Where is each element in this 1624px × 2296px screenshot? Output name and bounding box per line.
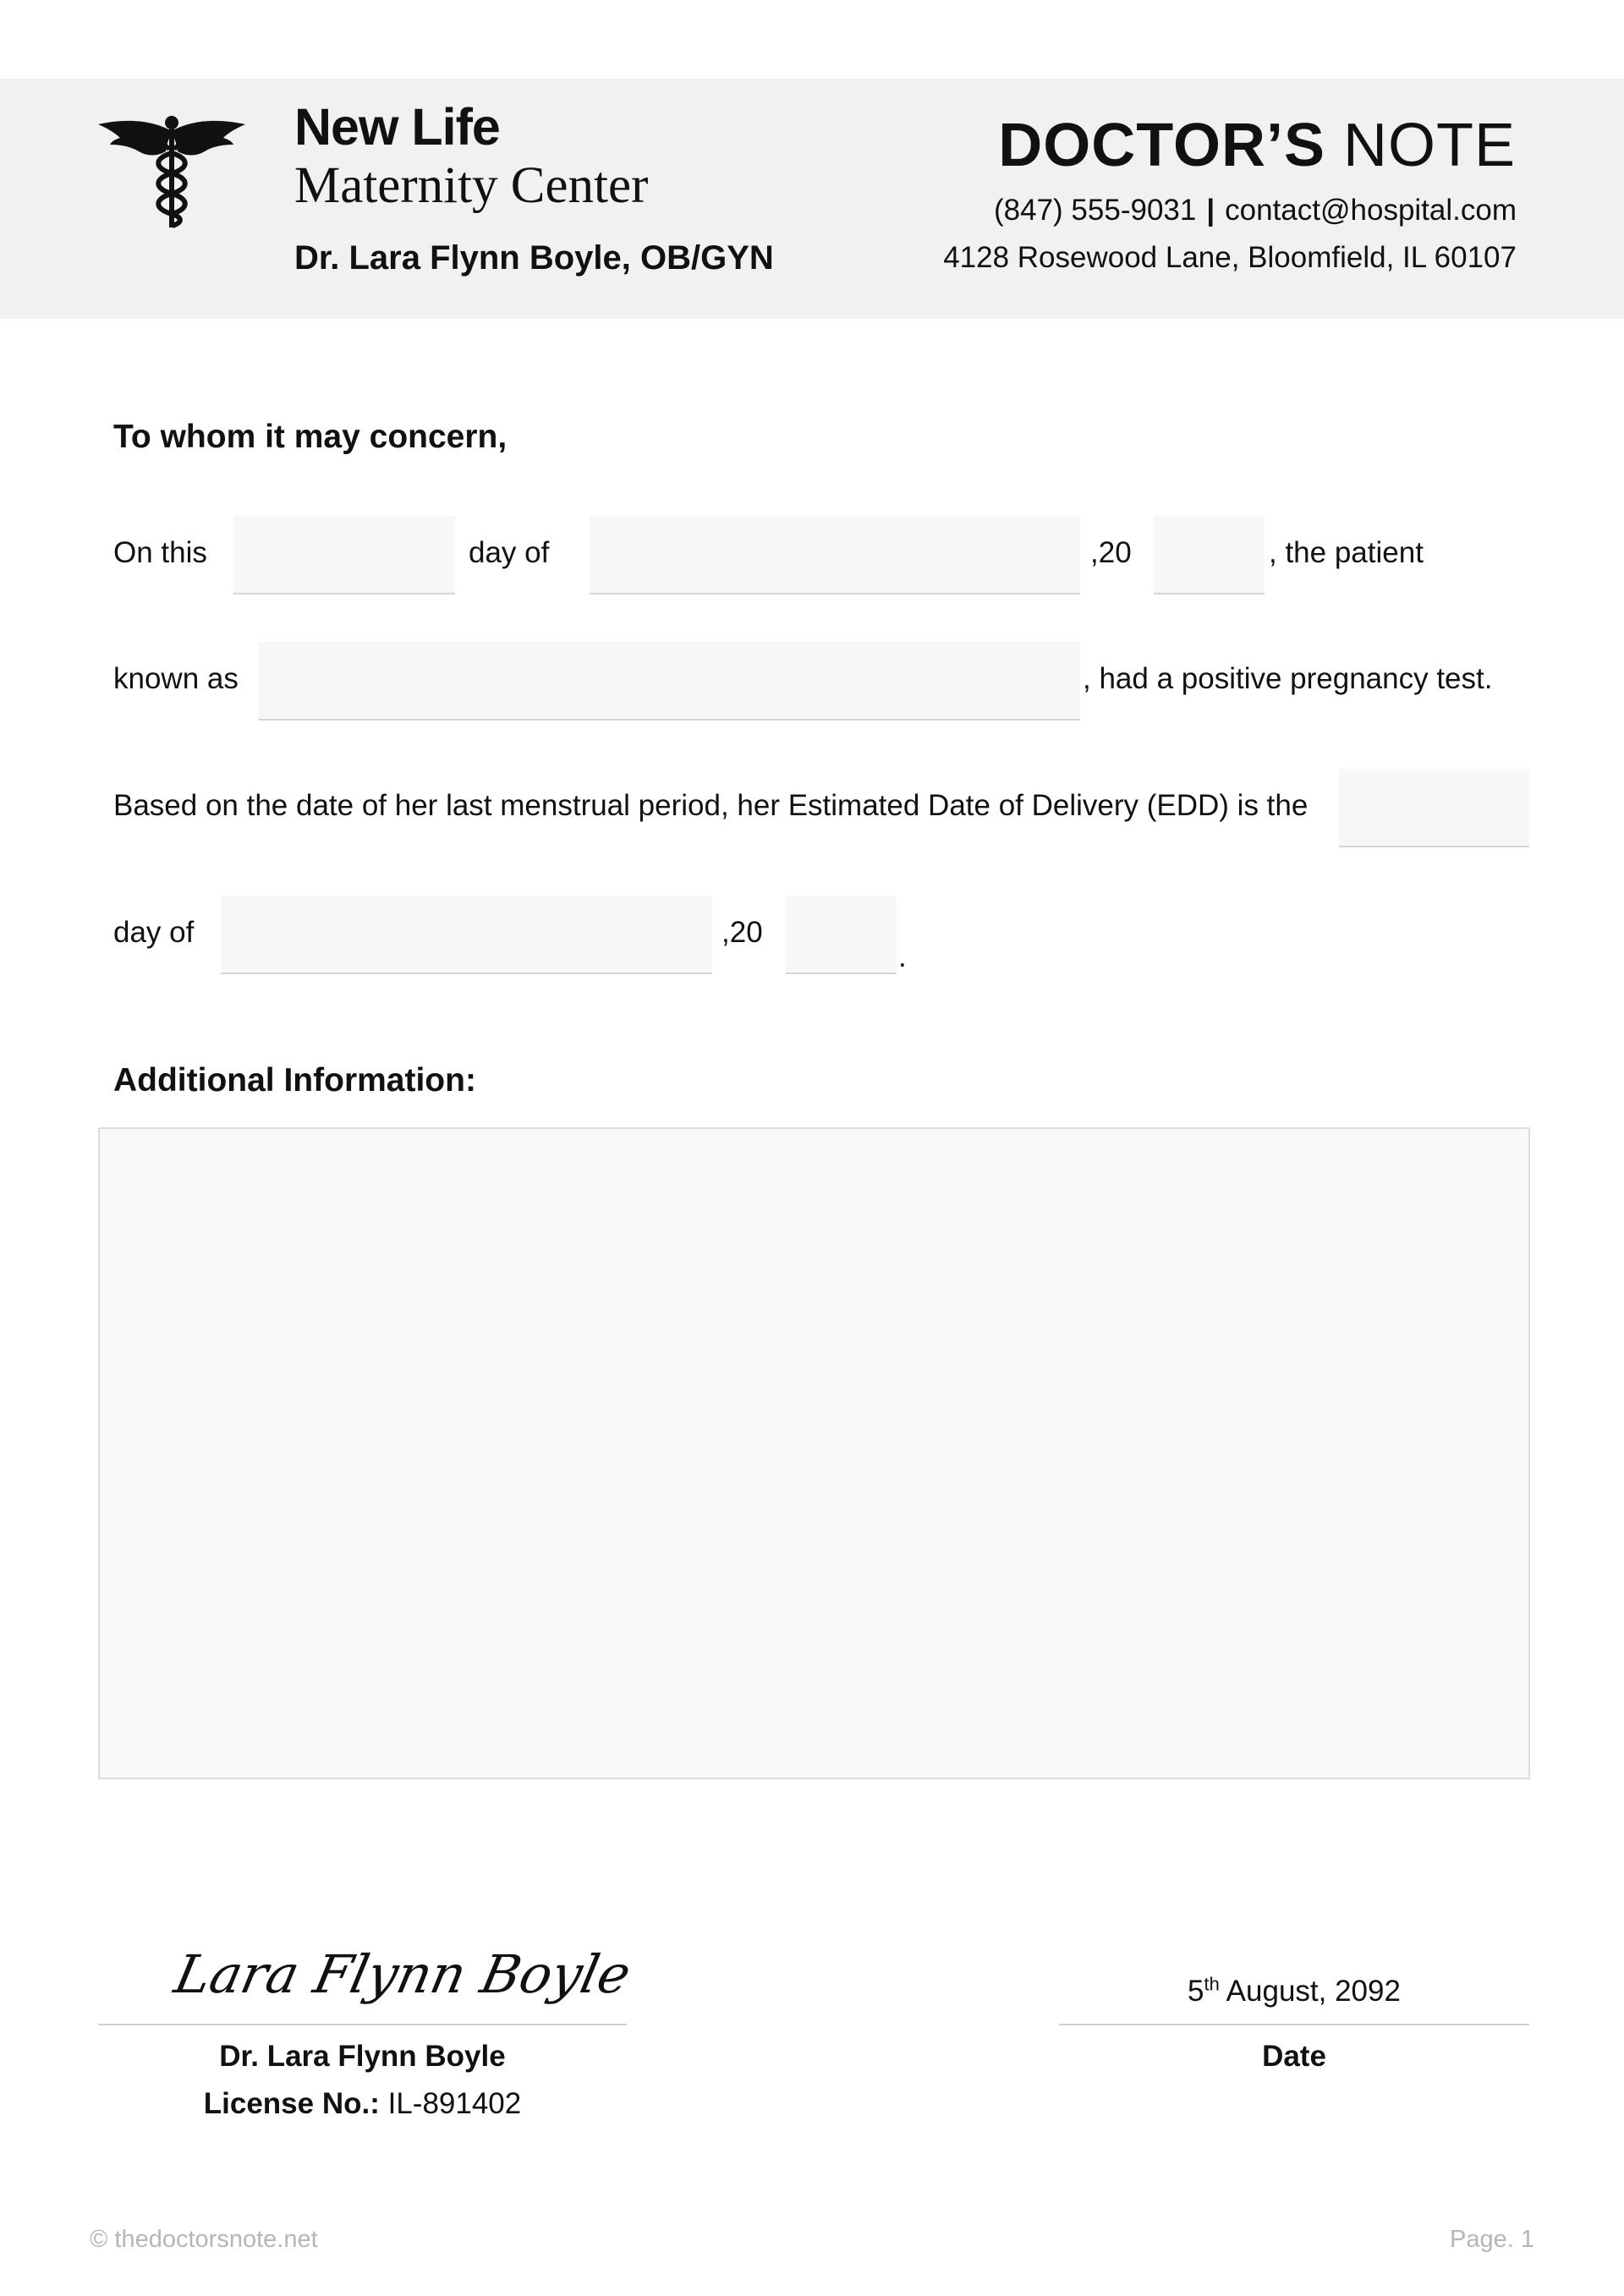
additional-info-label: Additional Information: bbox=[113, 1062, 476, 1099]
title-bold: DOCTOR’S bbox=[998, 112, 1325, 179]
salutation: To whom it may concern, bbox=[113, 419, 508, 455]
the-patient-label: , the patient bbox=[1269, 536, 1424, 569]
date-label: Date bbox=[1262, 2040, 1326, 2073]
date-line bbox=[1059, 2024, 1529, 2025]
license-label: License No.: bbox=[203, 2087, 380, 2120]
signature-image bbox=[169, 1926, 636, 2028]
edd-sentence: Based on the date of her last menstrual period, her Estimated Date of Delivery (EDD) is the bbox=[113, 789, 1309, 822]
phone-number: (847) 555-9031 bbox=[994, 194, 1197, 227]
year-prefix-label: ,20 bbox=[1090, 536, 1132, 569]
caduceus-icon bbox=[95, 112, 249, 231]
contact-separator: | bbox=[1206, 194, 1215, 227]
positive-test-label: , had a positive pregnancy test. bbox=[1083, 662, 1493, 695]
edd-year-field[interactable] bbox=[786, 896, 897, 974]
signature-date bbox=[1059, 1975, 1529, 2008]
signature-text: Lara Flynn Boyle bbox=[169, 1943, 636, 2005]
additional-info-textarea[interactable] bbox=[98, 1127, 1530, 1779]
contact-line bbox=[994, 194, 1517, 227]
patient-name-field[interactable] bbox=[258, 642, 1080, 721]
license-line bbox=[98, 2087, 627, 2121]
edd-year-prefix-label: ,20 bbox=[721, 916, 763, 949]
date-suffix: th bbox=[1204, 1973, 1220, 1995]
email-address: contact@hospital.com bbox=[1225, 194, 1517, 227]
address: 4128 Rosewood Lane, Bloomfield, IL 60107 bbox=[943, 241, 1517, 274]
org-subtitle: Maternity Center bbox=[294, 157, 649, 214]
org-name: New Life bbox=[294, 98, 500, 156]
copyright-footer: © thedoctorsnote.net bbox=[90, 2226, 318, 2253]
edd-day-of-label: day of bbox=[113, 916, 195, 949]
day-of-label: day of bbox=[469, 536, 550, 569]
signer-name: Dr. Lara Flynn Boyle bbox=[219, 2040, 506, 2073]
license-number: IL-891402 bbox=[387, 2087, 522, 2120]
title-light: NOTE bbox=[1342, 112, 1516, 179]
page-number: Page. 1 bbox=[1450, 2226, 1534, 2253]
edd-month-field[interactable] bbox=[221, 896, 712, 974]
document-header bbox=[0, 79, 1624, 319]
month-field[interactable] bbox=[590, 516, 1080, 595]
signature-line bbox=[98, 2024, 627, 2025]
day-field[interactable] bbox=[233, 516, 455, 595]
document-title bbox=[998, 111, 1516, 180]
doctor-name: Dr. Lara Flynn Boyle, OB/GYN bbox=[294, 239, 774, 277]
known-as-label: known as bbox=[113, 662, 239, 695]
year-field[interactable] bbox=[1154, 516, 1265, 595]
date-day: 5 bbox=[1188, 1975, 1204, 2008]
edd-day-field[interactable] bbox=[1339, 769, 1529, 847]
on-this-label: On this bbox=[113, 536, 207, 569]
date-month-year: August, 2092 bbox=[1219, 1975, 1401, 2008]
sentence-period: . bbox=[898, 940, 907, 973]
